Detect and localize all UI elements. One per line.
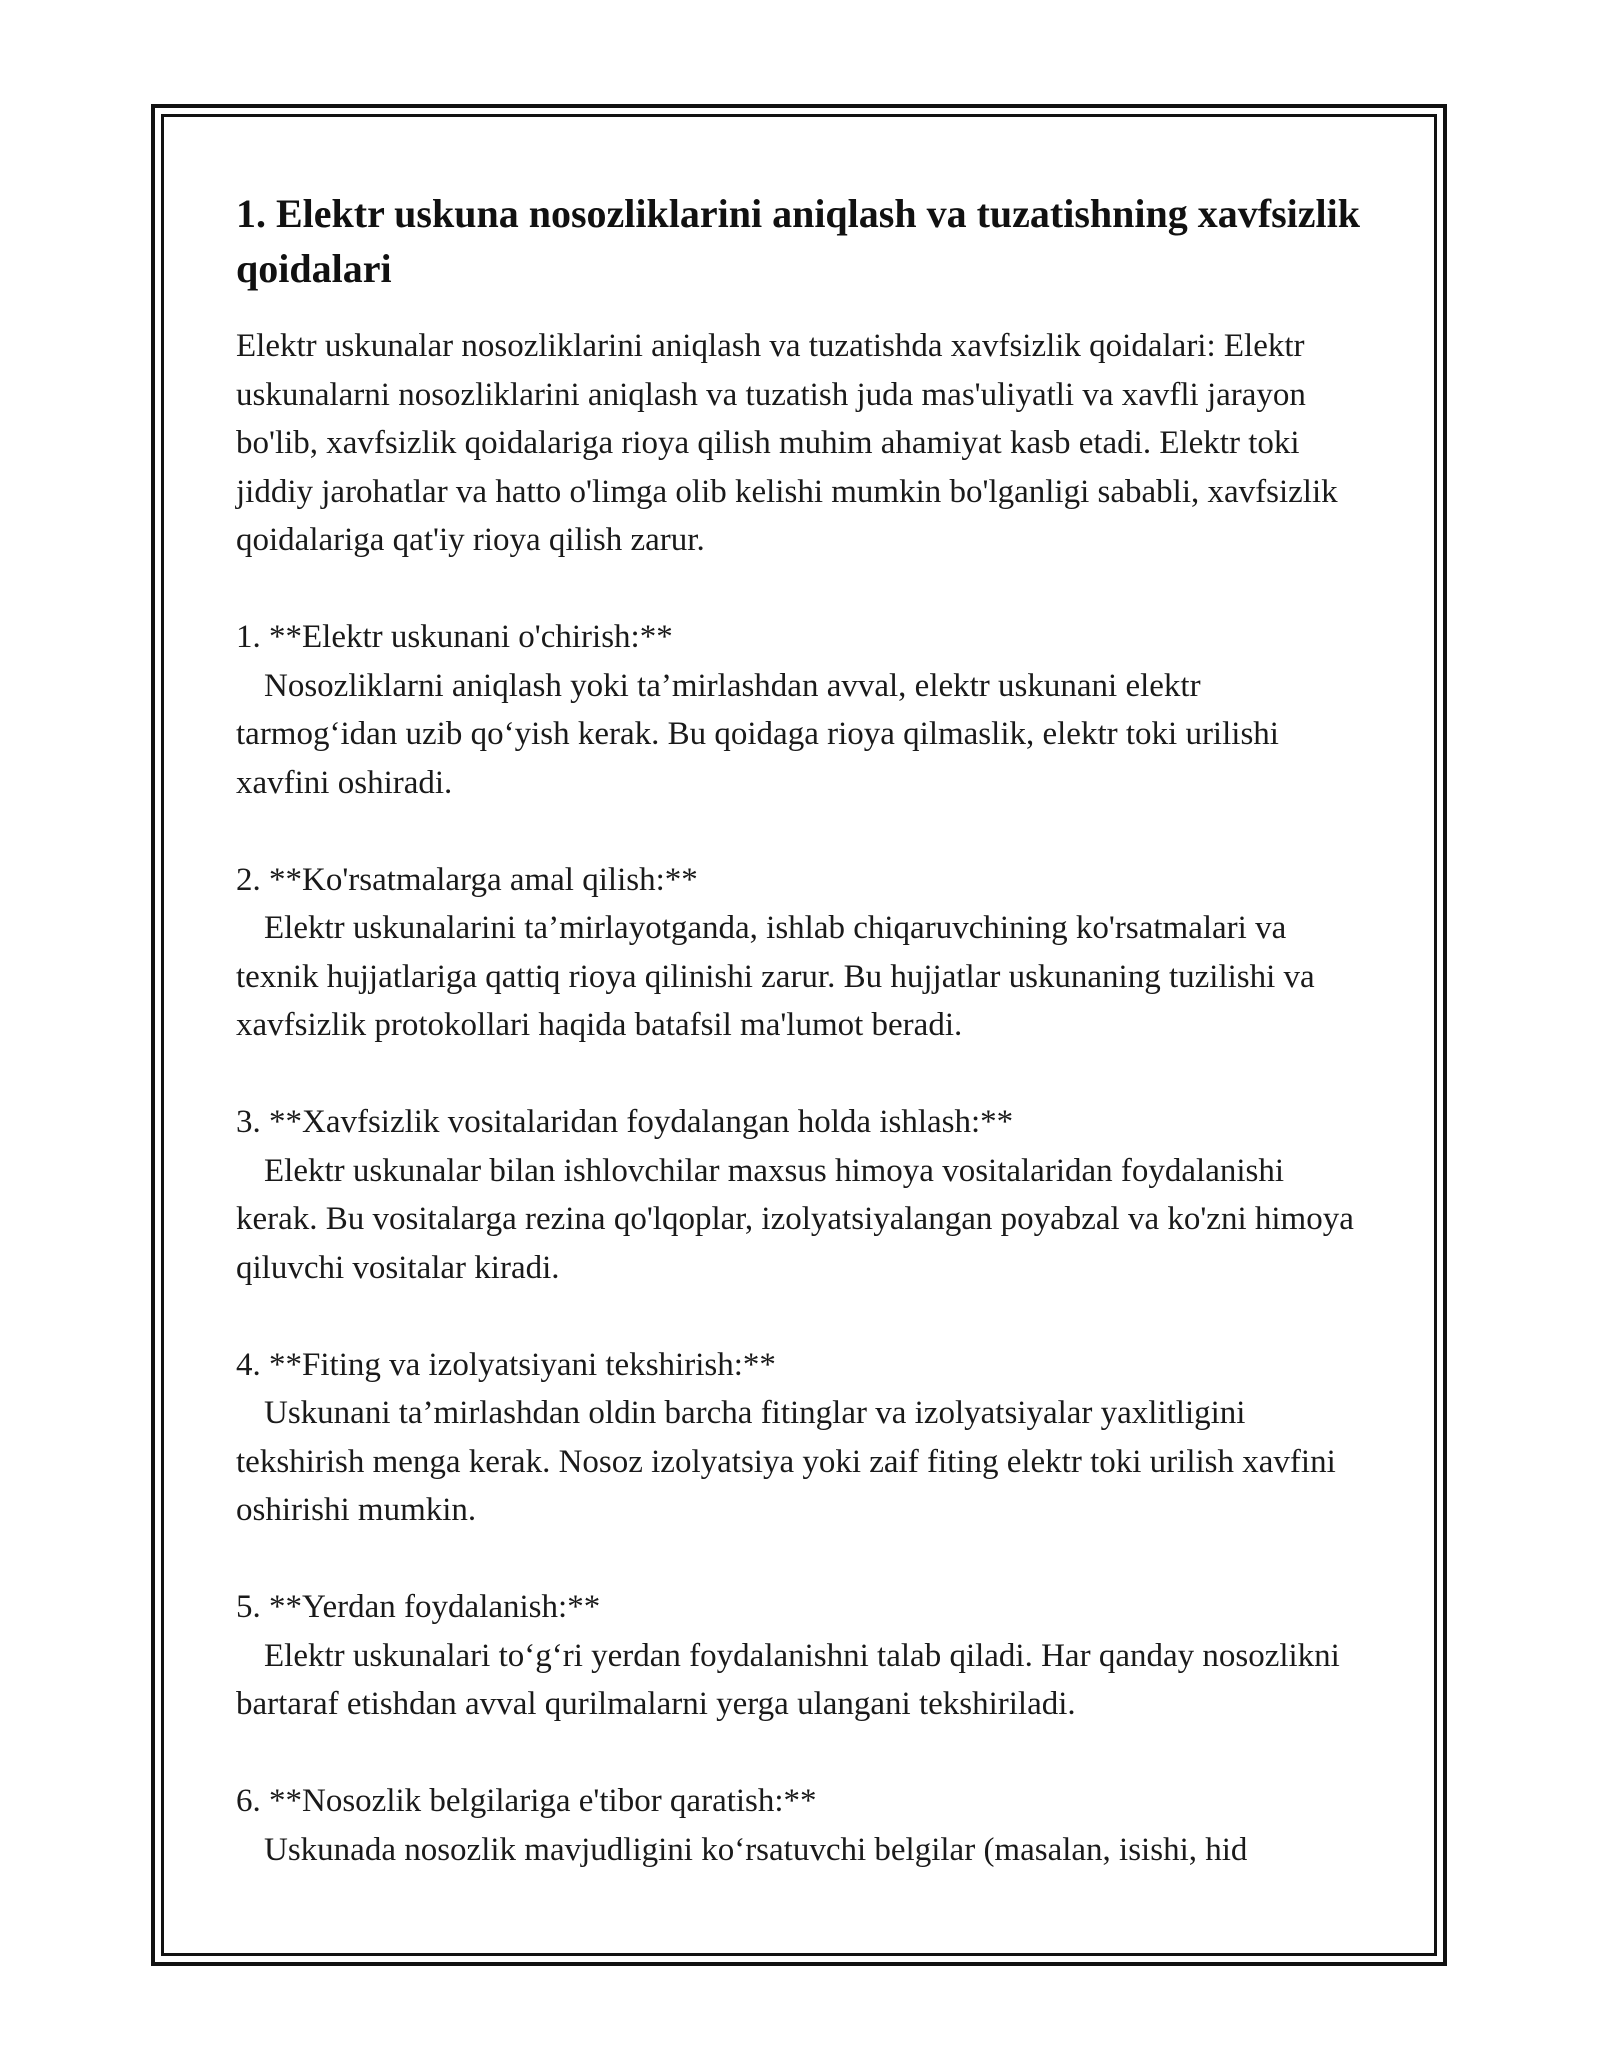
document-content	[236, 186, 1366, 1874]
intro-paragraph: Elektr uskunalar nosozliklarini aniqlash va tuzatishda xavfsizlik qoidalari: Elektr uskunalarni nosozliklarini aniqlash va tuzatish juda mas'uliyatli va xavfli jarayon bo'lib, xavfsizlik qoidalariga rioya qilish muhim ahamiyat kasb etadi. Elektr toki jiddiy jarohatlar va hatto o'limga olib kelishi mumkin bo'lganligi sababli, xavfsizlik qoidalariga qat'iy rioya qilish zarur.	[236, 328, 1338, 558]
rule-item	[236, 1777, 1366, 1874]
rule-heading: 2. **Ko'rsatmalarga amal qilish:**	[236, 861, 698, 898]
rule-item	[236, 1098, 1366, 1292]
rule-item	[236, 1583, 1366, 1729]
rule-body: Nosozliklarni aniqlash yoki ta’mirlashdan avval, elektr uskunani elektr tarmog‘idan uzib qo‘yish kerak. Bu qoidaga rioya qilmaslik, elektr toki urilishi xavfini oshiradi.	[236, 667, 1279, 801]
rule-body: Elektr uskunalar bilan ishlovchilar maxsus himoya vositalaridan foydalanishi kerak. Bu vositalarga rezina qo'lqoplar, izolyatsiyalangan poyabzal va ko'zni himoya qiluvchi vositalar kiradi.	[236, 1152, 1354, 1286]
rule-body: Uskunani ta’mirlashdan oldin barcha fitinglar va izolyatsiyalar yaxlitligini tekshirish menga kerak. Nosoz izolyatsiya yoki zaif fiting elektr toki urilish xavfini oshirishi mumkin.	[236, 1395, 1336, 1528]
rule-heading: 3. **Xavfsizlik vositalaridan foydalangan holda ishlash:**	[236, 1104, 1014, 1140]
rule-body: Uskunada nosozlik mavjudligini ko‘rsatuvchi belgilar (masalan, isishi, hid	[264, 1831, 1248, 1868]
rule-body: Elektr uskunalarini ta’mirlayotganda, ishlab chiqaruvchining ko'rsatmalari va texnik hujjatlariga qattiq rioya qilinishi zarur. Bu hujjatlar uskunaning tuzilishi va xavfsizlik protokollari haqida batafsil ma'lumot beradi.	[236, 910, 1315, 1043]
rule-item	[236, 856, 1366, 1050]
rule-heading: 6. **Nosozlik belgilariga e'tibor qaratish:**	[236, 1783, 817, 1819]
rule-heading: 4. **Fiting va izolyatsiyani tekshirish:**	[236, 1346, 776, 1383]
rule-heading: 1. **Elektr uskunani o'chirish:**	[236, 619, 673, 655]
rule-item	[236, 613, 1366, 807]
document-title: 1. Elektr uskuna nosozliklarini aniqlash va tuzatishning xavfsizlik qoidalari	[236, 191, 1361, 291]
rule-heading: 5. **Yerdan foydalanish:**	[236, 1589, 601, 1625]
rule-item	[236, 1341, 1366, 1535]
rule-body: Elektr uskunalari to‘g‘ri yerdan foydalanishni talab qiladi. Har qanday nosozlikni bartaraf etishdan avval qurilmalarni yerga ulangani tekshiriladi.	[236, 1637, 1340, 1722]
